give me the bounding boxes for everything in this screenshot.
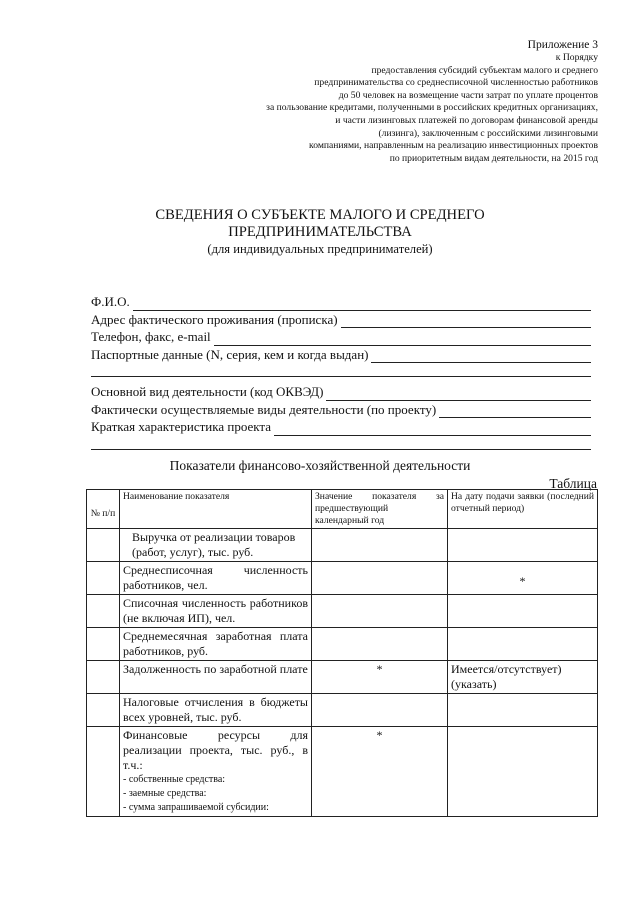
okved-field[interactable] [326, 387, 591, 401]
appendix-line: к Порядку [555, 52, 598, 63]
passport-field[interactable] [371, 349, 591, 363]
row-date[interactable] [448, 694, 598, 727]
row-value[interactable]: * [312, 727, 448, 817]
row-date[interactable] [448, 727, 598, 817]
appendix-line: (лизинга), заключенным с российскими лизинговыми [378, 127, 598, 139]
address-row [91, 311, 591, 329]
table-row [87, 529, 598, 562]
fio-row [91, 293, 591, 311]
entrepreneur-fields [91, 293, 591, 450]
row-name: Среднесписочная численность работников, чел. [120, 562, 312, 595]
table-row [87, 694, 598, 727]
appendix-header [178, 38, 598, 165]
row-name: Списочная численность работников (не включая ИП), чел. [120, 595, 312, 628]
row-value[interactable] [312, 694, 448, 727]
fio-label: Ф.И.О. [91, 294, 130, 309]
row-date[interactable]: Имеется/отсутствует) (указать) [448, 661, 598, 694]
address-field[interactable] [341, 314, 591, 328]
appendix-line: Приложение 3 [527, 39, 598, 51]
row-value[interactable] [312, 595, 448, 628]
address-label: Адрес фактического проживания (прописка) [91, 311, 338, 327]
brief-label: Краткая характеристика проекта [91, 419, 272, 434]
row-name-cell [120, 727, 312, 817]
row-sub-item: - сумма запрашиваемой субсидии: [123, 802, 269, 813]
actual-activity-field[interactable] [439, 404, 591, 418]
appendix-line: по приоритетным видам деятельности, на 2015 год [389, 152, 598, 164]
passport-label: Паспортные данные (N, серия, кем и когда выдан) [91, 346, 369, 362]
row-date[interactable] [448, 595, 598, 628]
row-name: Выручка от реализации товаров (работ, услуг), тыс. руб. [120, 529, 312, 562]
header-name: Наименование показателя [120, 490, 312, 529]
table-row [87, 628, 598, 661]
okved-row [91, 383, 591, 401]
header-num: № п/п [87, 490, 120, 529]
row-date[interactable] [448, 529, 598, 562]
fio-field[interactable] [133, 297, 591, 311]
row-name: Налоговые отчисления в бюджеты всех уровней, тыс. руб. [120, 694, 312, 727]
table-header-row [87, 490, 598, 529]
row-value[interactable] [312, 529, 448, 562]
appendix-line: до 50 человек на возмещение части затрат по уплате процентов [338, 89, 598, 101]
section-title: Показатели финансово-хозяйственной деятельности [169, 458, 471, 473]
actual-activity-label: Фактически осуществляемые виды деятельности (по проекту) [91, 401, 437, 417]
row-value[interactable] [312, 628, 448, 661]
title-line-1: СВЕДЕНИЯ О СУБЪЕКТЕ МАЛОГО И СРЕДНЕГО [155, 207, 485, 223]
row-value[interactable]: * [312, 661, 448, 694]
actual-activity-row [91, 401, 591, 419]
brief-row [91, 418, 591, 436]
brief-field[interactable] [274, 422, 591, 436]
table-label: Таблица [549, 476, 597, 491]
row-sub-item: - заемные средства: [123, 788, 207, 799]
phone-field[interactable] [214, 332, 591, 346]
table-row [87, 661, 598, 694]
phone-label: Телефон, факс, e-mail [91, 329, 211, 344]
appendix-line: и части лизинговых платежей по договорам финансовой аренды [335, 114, 598, 126]
appendix-line: предоставления субсидий субъектам малого и среднего [371, 64, 598, 76]
row-sub-item: - собственные средства: [123, 774, 226, 785]
appendix-line: за пользование кредитами, полученными в российских кредитных организациях, [266, 102, 598, 114]
row-name: Задолженность по заработной плате [120, 661, 312, 694]
appendix-line: компаниями, направленным на реализацию инвестиционных проектов [309, 140, 598, 152]
row-name: Финансовые ресурсы для реализации проекта, тыс. руб., в т.ч.: [123, 728, 308, 772]
appendix-line: предпринимательства со среднесписочной численностью работников [314, 77, 598, 89]
header-date: На дату подачи заявки (последний отчетный период) [448, 490, 598, 529]
indicators-table [86, 489, 598, 817]
okved-label: Основной вид деятельности (код ОКВЭД) [91, 384, 324, 399]
brief-field-continuation[interactable] [91, 436, 591, 450]
row-date[interactable]: * [448, 562, 598, 595]
phone-row [91, 328, 591, 346]
passport-field-continuation[interactable] [91, 363, 591, 377]
title-line-2: ПРЕДПРИНИМАТЕЛЬСТВА [228, 224, 412, 240]
row-value[interactable] [312, 562, 448, 595]
row-date[interactable] [448, 628, 598, 661]
row-name: Среднемесячная заработная плата работников, руб. [120, 628, 312, 661]
passport-row [91, 346, 591, 364]
table-row [87, 595, 598, 628]
header-value: Значение показателя за предшествующий календарный год [312, 490, 448, 529]
document-title [0, 207, 640, 258]
table-row [87, 562, 598, 595]
title-subtitle: (для индивидуальных предпринимателей) [207, 242, 433, 256]
table-row [87, 727, 598, 817]
